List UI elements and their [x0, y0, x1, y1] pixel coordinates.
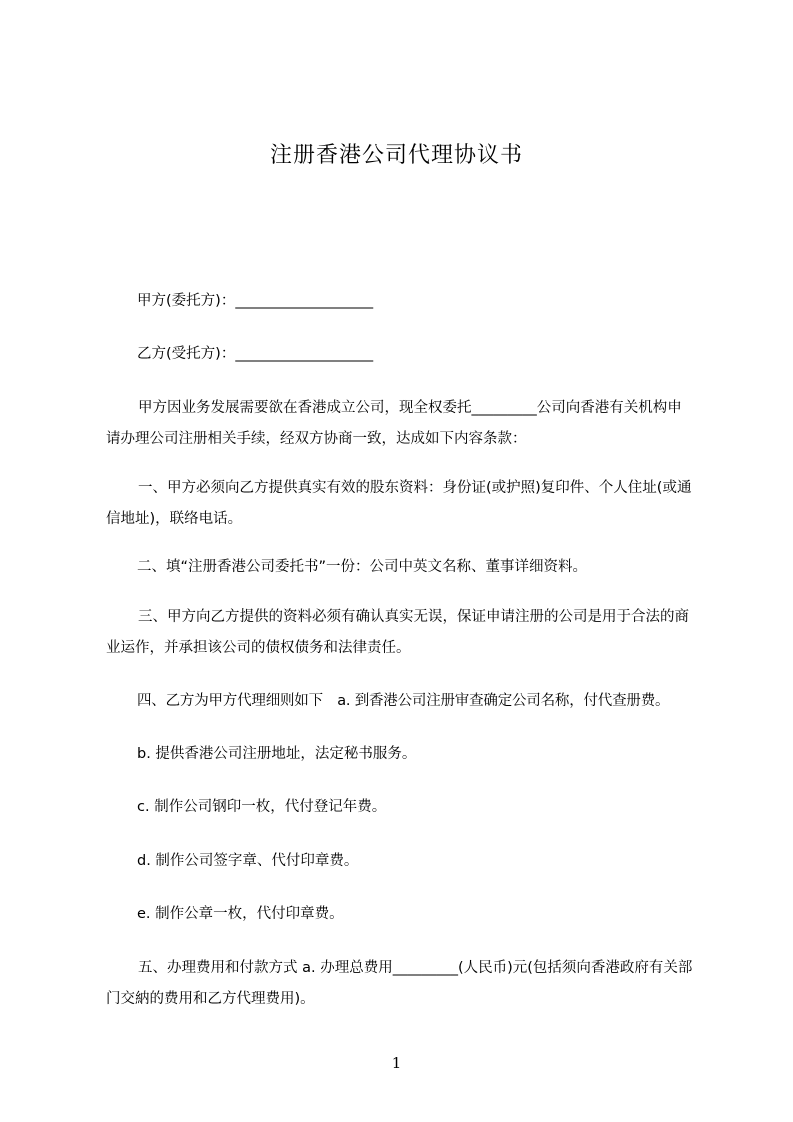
clause-4c: c. 制作公司钢印一枚，代付登记年费。	[137, 799, 387, 815]
clause-5: 五、办理费用和付款方式 a. 办理总费用_________(人民币)元(包括须向香港政府有关部门交納的费用和乙方代理费用)。	[106, 960, 693, 1007]
clause-4e: e. 制作公章一枚，代付印章费。	[137, 906, 344, 922]
clause-1: 一、甲方必须向乙方提供真实有效的股东资料：身份证(或护照)复印件、个人住址(或通信地址)，联络电话。	[106, 480, 692, 527]
clause-4: 四、乙方为甲方代理细则如下 a. 到香港公司注册审查确定公司名称，付代查册费。	[137, 693, 670, 709]
page-number: 1	[391, 1054, 402, 1072]
party-a-line: 甲方(委托方)：___________________	[137, 293, 374, 309]
intro-paragraph: 甲方因业务发展需要欲在香港成立公司，现全权委托_________公司向香港有关机构申请办理公司注册相关手续，经双方协商一致，达成如下内容条款：	[106, 400, 682, 447]
clause-4b: b. 提供香港公司注册地址，法定秘书服务。	[137, 746, 417, 762]
document-title: 注册香港公司代理协议书	[269, 143, 523, 168]
clause-2: 二、填“注册香港公司委托书”一份：公司中英文名称、董事详细资料。	[137, 559, 588, 575]
party-b-line: 乙方(受托方)：___________________	[137, 346, 374, 362]
clause-3: 三、甲方向乙方提供的资料必须有确认真实无误，保证申请注册的公司是用于合法的商业运作，并承担该公司的债权债务和法律责任。	[106, 609, 689, 656]
clause-4d: d. 制作公司签字章、代付印章费。	[137, 853, 359, 869]
